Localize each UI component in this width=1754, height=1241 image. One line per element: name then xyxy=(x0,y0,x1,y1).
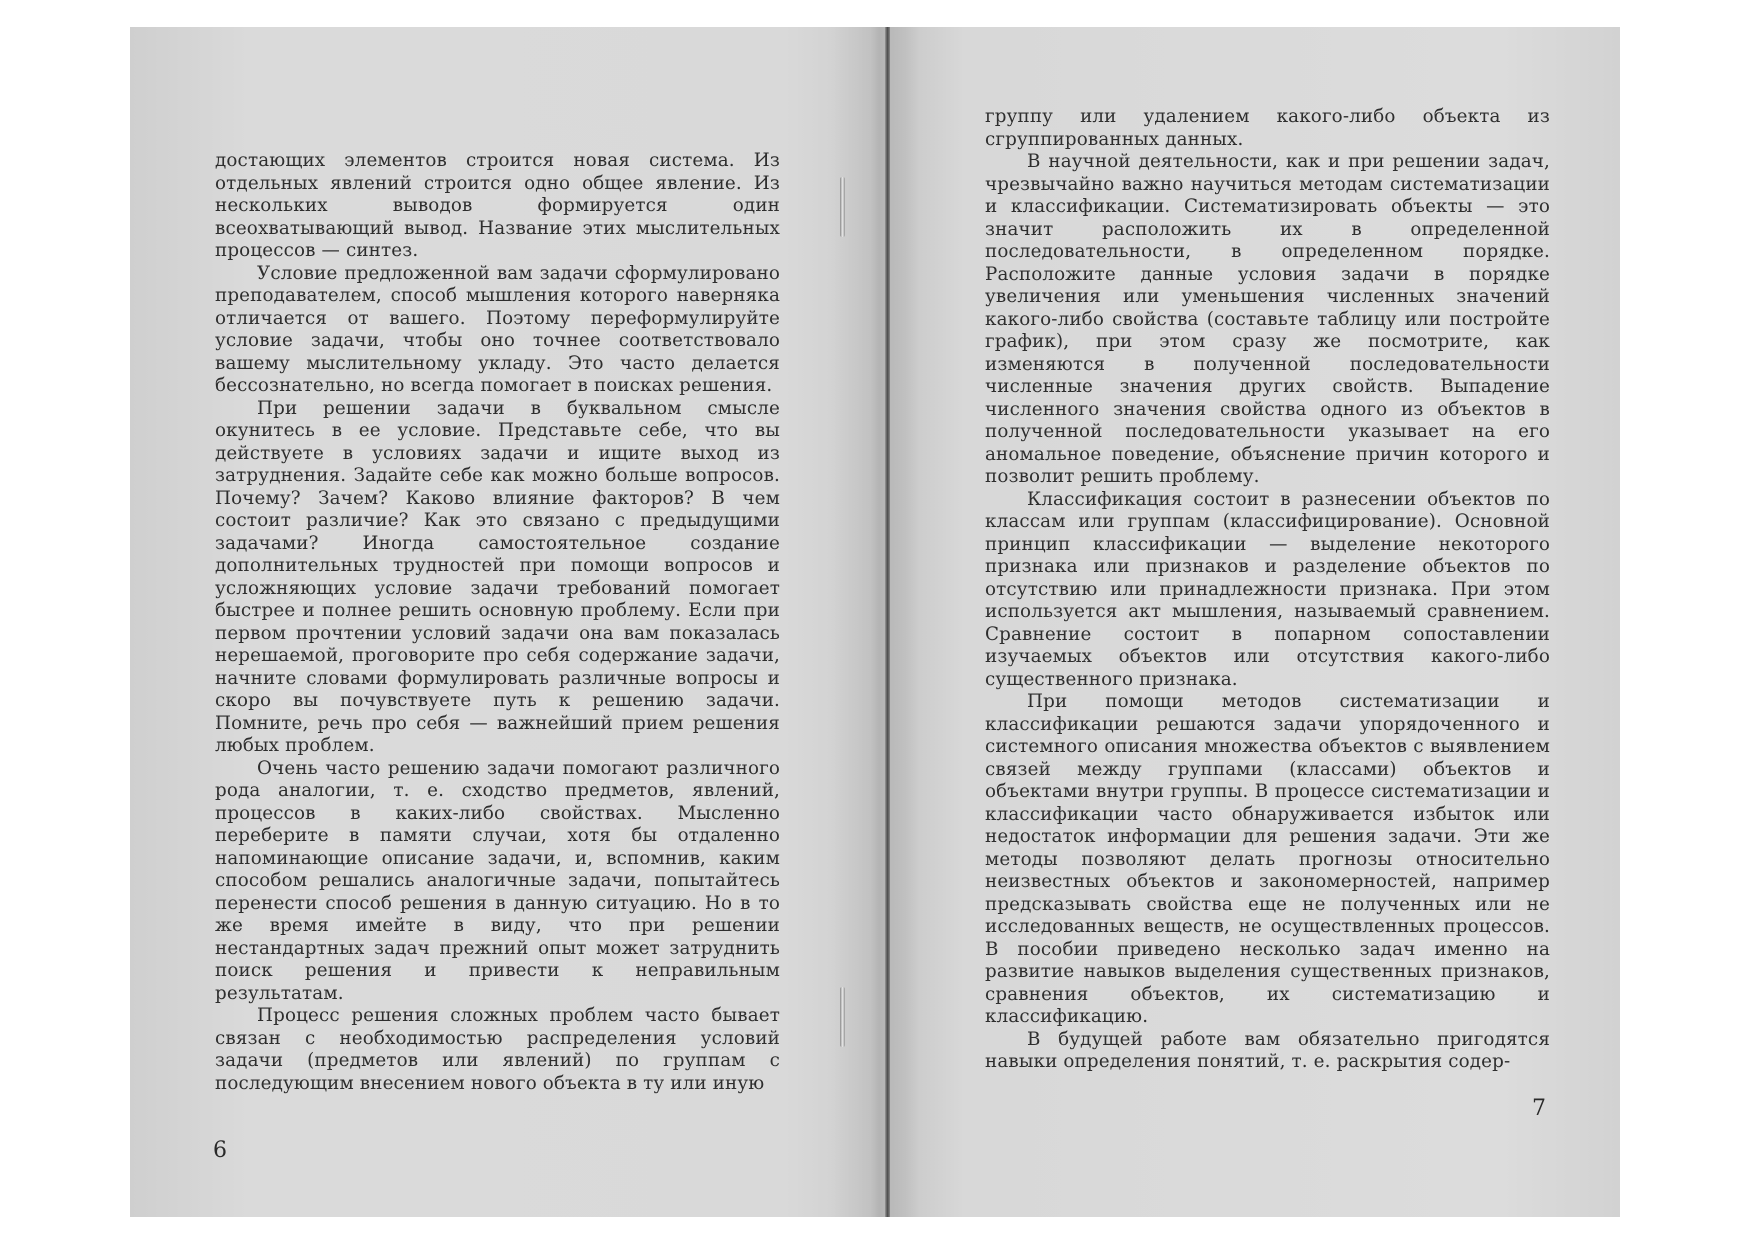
staple-bottom xyxy=(840,987,845,1047)
left-paragraph-1: достающих элементов строится новая система. Из отдельных явлений строится одно общее явление. Из нескольких выводов формируется один всеохватывающий вывод. Название этих мыслительных процессов — синтез. xyxy=(215,150,780,261)
right-page-number: 7 xyxy=(1532,1096,1546,1121)
right-paragraph-1: группу или удалением какого-либо объекта из сгруппированных данных. xyxy=(985,106,1550,150)
left-page-text xyxy=(215,150,780,1095)
left-page-number: 6 xyxy=(213,1138,227,1163)
right-paragraph-4: При помощи методов систематизации и классификации решаются задачи упорядоченного и системного описания множества объектов с выявлением связей между группами (классами) объектов и объектами внутри группы. В процессе систематизации и классификации часто обнаруживается избыток или недостаток информации для решения задачи. Эти же методы позволяют делать прогнозы относительно неизвестных объектов и закономерностей, например предсказывать свойства еще не полученных или не исследованных веществ, не осуществленных процессов. В пособии приведено несколько задач именно на развитие навыков выделения существенных признаков, сравнения объектов, их систематизацию и классификацию. xyxy=(985,691,1550,1027)
left-paragraph-5: Процесс решения сложных проблем часто бывает связан с необходимостью распределения условий задачи (предметов или явлений) по группам с последующим внесением нового объекта в ту или иную xyxy=(215,1005,780,1094)
left-paragraph-3: При решении задачи в буквальном смысле окунитесь в ее условие. Представьте себе, что вы действуете в условиях задачи и ищите выход из затруднения. Задайте себе как можно больше вопросов. Почему? Зачем? Каково влияние факторов? В чем состоит различие? Как это связано с предыдущими задачами? Иногда самостоятельное создание дополнительных трудностей при помощи вопросов и усложняющих условие задачи требований помогает быстрее и полнее решить основную проблему. Если при первом прочтении условий задачи она вам показалась нерешаемой, проговорите про себя содержание задачи, начните словами формулировать различные вопросы и скоро вы почувствуете путь к решению задачи. Помните, речь про себя — важнейший прием решения любых проблем. xyxy=(215,397,780,756)
right-paragraph-5: В будущей работе вам обязательно пригодятся навыки определения понятий, т. е. раскрытия содер- xyxy=(985,1028,1550,1072)
staple-top xyxy=(840,177,845,237)
right-paragraph-2: В научной деятельности, как и при решении задач, чрезвычайно важно научиться методам систематизации и классификации. Систематизировать объекты — это значит расположить их в определенной последовательности, в определенном порядке. Расположите данные условия задачи в порядке увеличения или уменьшения численных значений какого-либо свойства (составьте таблицу или постройте график), при этом сразу же посмотрите, как изменяются в полученной последовательности численные значения других свойств. Выпадение численного значения свойства одного из объектов в полученной последовательности указывает на его аномальное поведение, объяснение причин которого и позволит решить проблему. xyxy=(985,151,1550,487)
left-paragraph-2: Условие предложенной вам задачи сформулировано преподавателем, способ мышления которого наверняка отличается от вашего. Поэтому переформулируйте условие задачи, чтобы оно точнее соответствовало вашему мыслительному укладу. Это часто делается бессознательно, но всегда помогает в поисках решения. xyxy=(215,262,780,396)
book-spine xyxy=(885,27,890,1217)
right-paragraph-3: Классификация состоит в разнесении объектов по классам или группам (классифицирование). Основной принцип классификации — выделение некоторого признака или признаков и разделение объектов по отсутствию или принадлежности признака. При этом используется акт мышления, называемый сравнением. Сравнение состоит в попарном сопоставлении изучаемых объектов или отсутствия какого-либо существенного признака. xyxy=(985,488,1550,690)
right-page-text xyxy=(985,106,1550,1074)
left-paragraph-4: Очень часто решению задачи помогают различного рода аналогии, т. е. сходство предметов, явлений, процессов в каких-либо свойствах. Мысленно переберите в памяти случаи, хотя бы отдаленно напоминающие описание задачи, и, вспомнив, каким способом решались аналогичные задачи, попытайтесь перенести способ решения в данную ситуацию. Но в то же время имейте в виду, что при решении нестандартных задач прежний опыт может затруднить поиск решения и привести к неправильным результатам. xyxy=(215,757,780,1004)
